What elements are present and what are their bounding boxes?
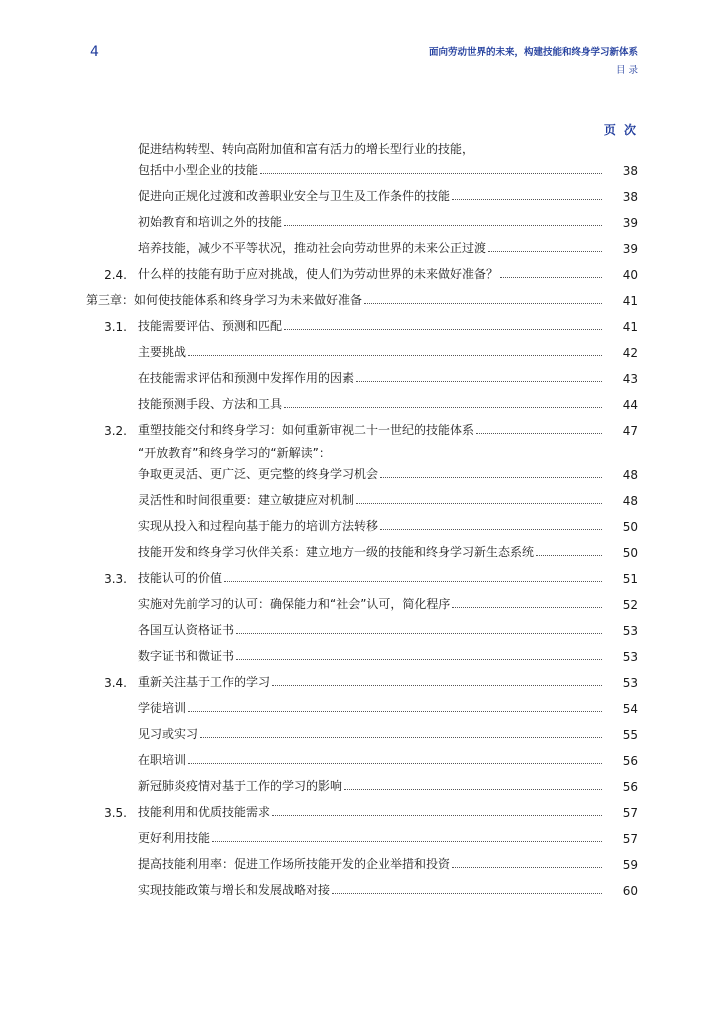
page-column-heading: 页 次 [603,123,638,137]
toc-entry-title: 重新关注基于工作的学习 [138,675,271,689]
toc-entry[interactable] [86,514,638,540]
toc-entry-title: 初始教育和培训之外的技能 [138,215,283,229]
toc-entry-leader-line [138,465,602,482]
dot-leader [488,251,602,252]
dot-leader [260,173,602,174]
toc-entry[interactable] [86,314,638,340]
toc-entry-leader-line [138,777,602,794]
dot-leader [452,607,602,608]
toc-entry-title: 在职培训 [138,753,187,767]
toc-entry-title: 技能需要评估、预测和匹配 [138,319,283,333]
toc-entry-page: 54 [622,702,638,716]
dot-leader [364,303,602,304]
toc-entry[interactable] [86,722,638,748]
toc-entry[interactable] [86,748,638,774]
toc-entry[interactable] [86,592,638,618]
toc-entry-leader-line [138,803,602,820]
toc-entry-title-area [138,517,602,534]
toc-entry-title-area [138,673,602,690]
toc-entry-page: 47 [622,424,638,438]
dot-leader [344,789,602,790]
dot-leader [356,381,602,382]
toc-entry-title: 灵活性和时间很重要：建立敏捷应对机制 [138,493,355,507]
toc-entry[interactable] [86,366,638,392]
toc-entry-page: 43 [622,372,638,386]
toc-entry-leader-line [138,699,602,716]
dot-leader [284,225,602,226]
toc-entry-leader-line [138,517,602,534]
toc-entry-title: 数字证书和微证书 [138,649,235,663]
toc-entry-title: 实现技能政策与增长和发展战略对接 [138,883,331,897]
toc-entry-title-area [138,725,602,742]
toc-entry-leader-line [138,239,602,256]
toc-entry-page: 38 [622,164,638,178]
toc-entry-leader-line [138,855,602,872]
toc-entry-title-area [138,187,602,204]
toc-entry-page: 40 [622,268,638,282]
toc-entry-leader-line [138,725,602,742]
toc-entry-page: 48 [622,468,638,482]
toc-entry-leader-line [138,161,602,178]
toc-entry-page: 39 [622,216,638,230]
toc-entry-title-area [138,395,602,412]
toc-entry-title: 培养技能，减少不平等状况，推动社会向劳动世界的未来公正过渡 [138,241,487,255]
toc-entry-title-area [138,621,602,638]
toc-entry[interactable] [86,800,638,826]
dot-leader [452,867,602,868]
toc-entry-title-area [138,829,602,846]
toc-entry-number: 3.3. [104,572,127,586]
toc-entry-page: 53 [622,676,638,690]
toc-entry-title: 技能认可的价值 [138,571,223,585]
toc-entry-page: 41 [622,320,638,334]
toc-entry-title: 主要挑战 [138,345,187,359]
toc-entry-title: 争取更灵活、更广泛、更完整的终身学习机会 [138,467,379,481]
toc-chapter-entry[interactable] [86,288,638,314]
dot-leader [536,555,602,556]
toc-entry-page: 48 [622,494,638,508]
toc-entry-page: 51 [622,572,638,586]
dot-leader [380,477,602,478]
toc-entry-page: 44 [622,398,638,412]
table-of-contents [86,140,638,904]
toc-entry-leader-line [138,673,602,690]
dot-leader [212,841,602,842]
toc-entry-page: 57 [622,806,638,820]
toc-entry-leader-line [138,421,602,438]
running-header-title: 面向劳动世界的未来，构建技能和终身学习新体系 [428,47,638,58]
toc-entry-page: 55 [622,728,638,742]
toc-entry-title-area [138,213,602,230]
dot-leader [272,815,602,816]
toc-entry-leader-line [138,595,602,612]
toc-entry-title-area [138,569,602,586]
toc-entry-title-area [138,647,602,664]
toc-entry[interactable] [86,774,638,800]
toc-entry-leader-line [138,343,602,360]
toc-entry[interactable] [86,210,638,236]
toc-entry-title: 新冠肺炎疫情对基于工作的学习的影响 [138,779,343,793]
toc-entry-title-area [138,421,602,438]
running-header-section: 目 录 [615,65,638,76]
toc-entry-title-line1: 促进结构转型、转向高附加值和富有活力的增长型行业的技能， [138,142,475,156]
toc-entry-title-area [138,881,602,898]
toc-entry-title: 在技能需求评估和预测中发挥作用的因素 [138,371,355,385]
toc-entry-title: 什么样的技能有助于应对挑战，使人们为劳动世界的未来做好准备？ [138,267,499,281]
toc-entry[interactable] [86,184,638,210]
toc-entry-title: 第三章：如何使技能体系和终身学习为未来做好准备 [86,293,363,307]
toc-entry-leader-line [86,291,602,308]
toc-entry-leader-line [138,543,602,560]
toc-entry-title: 包括中小型企业的技能 [138,163,259,177]
toc-entry-number: 3.1. [104,320,127,334]
toc-entry-leader-line [138,881,602,898]
toc-entry-page: 50 [622,546,638,560]
toc-entry-page: 60 [622,884,638,898]
toc-entry[interactable] [86,392,638,418]
dot-leader [272,685,602,686]
toc-entry-title: 实现从投入和过程向基于能力的培训方法转移 [138,519,379,533]
toc-entry-title: 技能利用和优质技能需求 [138,805,271,819]
toc-entry-title-area [138,317,602,334]
toc-entry-title-area [86,291,602,308]
toc-entry[interactable] [86,340,638,366]
toc-entry[interactable] [86,444,638,488]
toc-entry[interactable] [86,618,638,644]
toc-entry[interactable] [86,540,638,566]
toc-entry-number: 2.4. [104,268,127,282]
toc-entry-title: 学徒培训 [138,701,187,715]
toc-entry-title-area [138,343,602,360]
dot-leader [476,433,602,434]
toc-entry-title-area [138,855,602,872]
dot-leader [188,711,602,712]
dot-leader [284,407,602,408]
toc-entry-page: 53 [622,624,638,638]
dot-leader [200,737,602,738]
toc-entry-title-area [138,444,602,482]
dot-leader [500,277,602,278]
toc-entry-page: 56 [622,780,638,794]
toc-entry-leader-line [138,187,602,204]
toc-entry-page: 39 [622,242,638,256]
toc-entry-number: 3.4. [104,676,127,690]
toc-entry-title-area [138,239,602,256]
toc-entry[interactable] [86,826,638,852]
toc-entry-title-area [138,777,602,794]
toc-entry-page: 38 [622,190,638,204]
toc-entry-title: 促进向正规化过渡和改善职业安全与卫生及工作条件的技能 [138,189,451,203]
toc-entry-page: 57 [622,832,638,846]
toc-entry-leader-line [138,395,602,412]
toc-entry-title: 技能预测手段、方法和工具 [138,397,283,411]
toc-entry-title: 见习或实习 [138,727,199,741]
dot-leader [380,529,602,530]
page-number: 4 [90,44,99,60]
toc-entry-leader-line [138,751,602,768]
toc-entry-page: 53 [622,650,638,664]
toc-entry-leader-line [138,213,602,230]
toc-entry-number: 3.5. [104,806,127,820]
toc-entry[interactable] [86,262,638,288]
toc-entry-page: 56 [622,754,638,768]
toc-entry-page: 41 [622,294,638,308]
toc-entry-title: 提高技能利用率：促进工作场所技能开发的企业举措和投资 [138,857,451,871]
toc-entry-title-area [138,369,602,386]
toc-entry-title-area [138,491,602,508]
toc-entry[interactable] [86,670,638,696]
toc-entry-leader-line [138,265,602,282]
toc-entry-leader-line [138,621,602,638]
toc-entry-leader-line [138,569,602,586]
dot-leader [452,199,602,200]
toc-entry-page: 52 [622,598,638,612]
toc-entry-title: 各国互认资格证书 [138,623,235,637]
toc-entry-title-area [138,265,602,282]
toc-entry-number: 3.2. [104,424,127,438]
dot-leader [188,355,602,356]
toc-entry-title-area [138,595,602,612]
toc-entry[interactable] [86,852,638,878]
toc-entry-leader-line [138,369,602,386]
toc-entry-page: 42 [622,346,638,360]
toc-entry-title-area [138,543,602,560]
toc-entry[interactable] [86,696,638,722]
toc-entry-title-area [138,751,602,768]
toc-entry-leader-line [138,829,602,846]
toc-entry[interactable] [86,418,638,444]
toc-entry[interactable] [86,644,638,670]
toc-entry[interactable] [86,140,638,184]
toc-entry-page: 50 [622,520,638,534]
toc-entry-leader-line [138,491,602,508]
toc-entry-title-area [138,803,602,820]
toc-entry[interactable] [86,878,638,904]
toc-entry[interactable] [86,236,638,262]
dot-leader [356,503,602,504]
toc-entry-leader-line [138,647,602,664]
toc-entry-title: 技能开发和终身学习伙伴关系：建立地方一级的技能和终身学习新生态系统 [138,545,535,559]
toc-entry[interactable] [86,566,638,592]
toc-entry-title: 更好利用技能 [138,831,211,845]
toc-entry-title-area [138,699,602,716]
dot-leader [284,329,602,330]
toc-entry[interactable] [86,488,638,514]
dot-leader [236,633,602,634]
dot-leader [188,763,602,764]
toc-entry-title: 实施对先前学习的认可：确保能力和“社会”认可，简化程序 [138,597,451,611]
dot-leader [332,893,602,894]
dot-leader [236,659,602,660]
toc-entry-leader-line [138,317,602,334]
toc-entry-title-area [138,140,602,178]
dot-leader [224,581,602,582]
toc-entry-page: 59 [622,858,638,872]
toc-entry-title: 重塑技能交付和终身学习：如何重新审视二十一世纪的技能体系 [138,423,475,437]
toc-entry-title-line1: “开放教育”和终身学习的“新解读”： [138,446,331,460]
